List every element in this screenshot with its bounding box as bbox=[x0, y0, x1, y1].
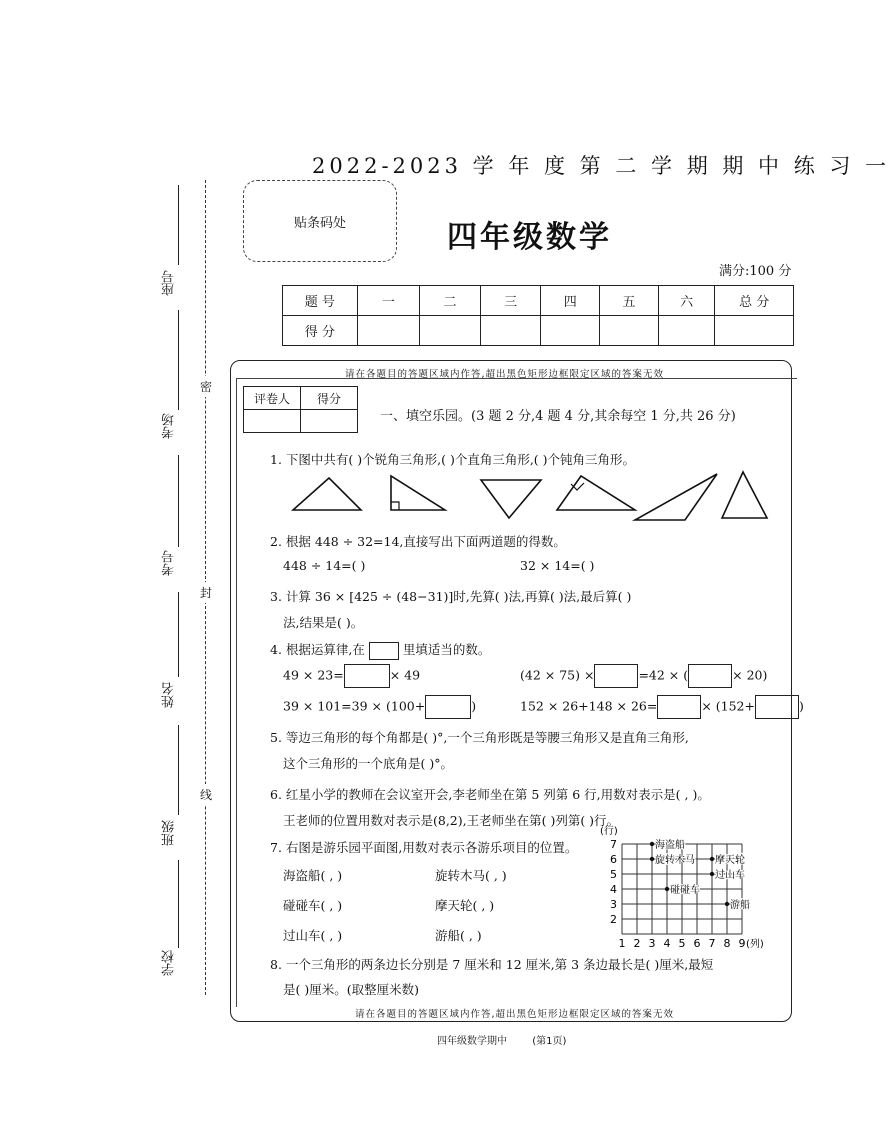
score-cell[interactable] bbox=[357, 316, 420, 346]
score-header-cell: 三 bbox=[480, 286, 541, 316]
question-3b: 法,结果是( )。 bbox=[283, 615, 364, 630]
question-7-item: 海盗船( , ) bbox=[283, 868, 343, 883]
score-cell[interactable] bbox=[658, 316, 715, 346]
x-tick-label: 7 bbox=[708, 937, 716, 950]
score-header-cell: 一 bbox=[357, 286, 420, 316]
expr-text: 49 × 23= bbox=[283, 667, 344, 683]
x-tick-label: 9 bbox=[738, 937, 746, 950]
y-tick-label: 7 bbox=[610, 838, 617, 851]
question-7-item: 摩天轮( , ) bbox=[435, 898, 495, 913]
grader-cell[interactable] bbox=[244, 410, 301, 433]
y-tick-label: 5 bbox=[610, 868, 617, 881]
name-label: 姓名 bbox=[162, 682, 177, 708]
exam-number-line[interactable] bbox=[178, 455, 179, 547]
x-tick-label: 4 bbox=[663, 937, 671, 950]
question-4-pre: 4. 根据运算律,在 bbox=[270, 642, 365, 657]
score-row-label: 得 分 bbox=[283, 316, 358, 346]
seat-number-line[interactable] bbox=[178, 185, 179, 265]
school-label: 学校 bbox=[162, 950, 177, 976]
barcode-area bbox=[243, 180, 397, 262]
map-point-label: 游船 bbox=[730, 900, 750, 911]
triangle-3 bbox=[481, 480, 541, 518]
y-tick-label: 4 bbox=[610, 883, 617, 896]
question-7-item: 碰碰车( , ) bbox=[283, 898, 343, 913]
question-4 bbox=[270, 640, 490, 660]
expr-text: 39 × 101=39 × (100+ bbox=[283, 698, 426, 714]
question-4-row2a bbox=[283, 695, 476, 719]
question-4-row2b bbox=[520, 695, 804, 719]
triangle-5 bbox=[635, 474, 717, 520]
score-cell[interactable] bbox=[420, 316, 481, 346]
score-header-cell: 总 分 bbox=[715, 286, 794, 316]
question-7: 7. 右图是游乐园平面图,用数对表示各游乐项目的位置。 bbox=[270, 840, 578, 855]
year-title: 2022-2023 学 年 度 第 二 学 期 期 中 练 习 一 bbox=[312, 154, 890, 178]
y-axis-label: (行) bbox=[600, 826, 618, 837]
map-point bbox=[650, 857, 654, 861]
expr-text: ) bbox=[798, 698, 804, 714]
x-tick-label: 1 bbox=[618, 937, 626, 950]
score-header-cell: 四 bbox=[541, 286, 600, 316]
x-tick-label: 3 bbox=[648, 937, 656, 950]
answer-box[interactable] bbox=[594, 664, 638, 688]
grader-score-cell[interactable] bbox=[301, 410, 358, 433]
question-4-row1b bbox=[520, 664, 767, 688]
answer-box[interactable] bbox=[657, 695, 701, 719]
exam-number-label: 考号 bbox=[162, 550, 177, 576]
class-label: 班级 bbox=[162, 820, 177, 846]
map-point-label: 过山车 bbox=[715, 870, 745, 881]
triangle-figures bbox=[285, 470, 775, 525]
map-point bbox=[650, 842, 654, 846]
score-row bbox=[283, 316, 794, 346]
map-point bbox=[725, 902, 729, 906]
footer-subject: 四年级数学期中 bbox=[437, 1036, 507, 1047]
section-title: 一、填空乐园。(3 题 2 分,4 题 4 分,其余每空 1 分,共 26 分) bbox=[380, 409, 736, 424]
map-point-label: 海盗船 bbox=[655, 840, 685, 851]
page-title: 四年级数学 bbox=[447, 220, 612, 255]
x-tick-label: 2 bbox=[633, 937, 641, 950]
right-angle-mark-4 bbox=[571, 483, 584, 490]
x-tick-label: 5 bbox=[678, 937, 686, 950]
expr-text: × 49 bbox=[389, 667, 421, 683]
map-point-label: 碰碰车 bbox=[670, 885, 700, 896]
footer-page: (第1页) bbox=[532, 1036, 567, 1047]
answer-box[interactable] bbox=[688, 664, 732, 688]
y-tick-label: 3 bbox=[610, 898, 617, 911]
score-header-cell: 二 bbox=[420, 286, 481, 316]
grader-table bbox=[243, 386, 358, 433]
question-2b: 32 × 14=( ) bbox=[520, 558, 595, 573]
question-8a: 8. 一个三角形的两条边长分别是 7 厘米和 12 厘米,第 3 条边最长是( )厘米,最短 bbox=[270, 957, 714, 972]
question-3a: 3. 计算 36 × [425 ÷ (48−31)]时,先算( )法,再算( )法,最后算( ) bbox=[270, 589, 632, 604]
school-line[interactable] bbox=[178, 860, 179, 948]
question-2: 2. 根据 448 ÷ 32=14,直接写出下面两道题的得数。 bbox=[270, 534, 566, 549]
park-map-chart bbox=[598, 822, 788, 958]
y-tick-label: 2 bbox=[610, 913, 617, 926]
expr-text: × 20) bbox=[732, 667, 768, 683]
score-table bbox=[282, 285, 794, 346]
expr-text: × (152+ bbox=[701, 698, 755, 714]
question-8b: 是( )厘米。(取整厘米数) bbox=[283, 982, 419, 997]
question-7-item: 过山车( , ) bbox=[283, 928, 343, 943]
question-6b: 王老师的位置用数对表示是(8,2),王老师坐在第( )列第( )行。 bbox=[283, 813, 620, 828]
question-7-item: 旋转木马( , ) bbox=[435, 868, 507, 883]
expr-text: ) bbox=[471, 698, 477, 714]
map-point-label: 旋转木马 bbox=[655, 855, 695, 866]
grader-label: 评卷人 bbox=[244, 387, 301, 410]
expr-text: =42 × ( bbox=[638, 667, 689, 683]
triangle-6 bbox=[722, 472, 767, 518]
x-axis-label: (列) bbox=[746, 939, 764, 950]
right-angle-mark-2 bbox=[391, 502, 399, 510]
score-cell[interactable] bbox=[480, 316, 541, 346]
expr-text: (42 × 75) × bbox=[520, 667, 595, 683]
score-header-row bbox=[283, 286, 794, 316]
question-6a: 6. 红星小学的教师在会议室开会,李老师坐在第 5 列第 6 行,用数对表示是( , )。 bbox=[270, 787, 710, 802]
question-5a: 5. 等边三角形的每个角都是( )°,一个三角形既是等腰三角形又是直角三角形, bbox=[270, 730, 689, 745]
notice-bottom: 请在各题目的答题区域内作答,超出黑色矩形边框限定区域的答案无效 bbox=[355, 1009, 675, 1020]
question-4-row1a bbox=[283, 664, 420, 688]
grader-score-label: 得分 bbox=[301, 387, 358, 410]
score-header-cell: 六 bbox=[658, 286, 715, 316]
map-point bbox=[710, 872, 714, 876]
map-point bbox=[665, 887, 669, 891]
score-header-cell: 五 bbox=[600, 286, 659, 316]
answer-box[interactable] bbox=[755, 695, 799, 719]
notice-top: 请在各题目的答题区域内作答,超出黑色矩形边框限定区域的答案无效 bbox=[345, 369, 665, 380]
seal-char-xian: 线 bbox=[200, 784, 212, 805]
sample-box bbox=[369, 642, 399, 660]
question-1: 1. 下图中共有( )个锐角三角形,( )个直角三角形,( )个钝角三角形。 bbox=[270, 452, 636, 467]
triangle-4 bbox=[557, 476, 635, 510]
x-tick-label: 8 bbox=[723, 937, 731, 950]
seal-char-feng: 封 bbox=[200, 582, 212, 603]
seat-number-label: 座号 bbox=[162, 270, 177, 296]
question-5b: 这个三角形的一个底角是( )°。 bbox=[283, 756, 453, 771]
score-cell[interactable] bbox=[600, 316, 659, 346]
question-2a: 448 ÷ 14=( ) bbox=[283, 558, 366, 573]
map-point-label: 摩天轮 bbox=[715, 855, 745, 866]
expr-text: 152 × 26+148 × 26= bbox=[520, 698, 658, 714]
score-cell[interactable] bbox=[541, 316, 600, 346]
score-cell[interactable] bbox=[715, 316, 794, 346]
score-header-cell: 题 号 bbox=[283, 286, 358, 316]
class-line[interactable] bbox=[178, 725, 179, 815]
footer bbox=[437, 1032, 588, 1047]
name-line[interactable] bbox=[178, 592, 179, 677]
barcode-label: 贴条码处 bbox=[293, 215, 346, 231]
answer-box[interactable] bbox=[425, 695, 471, 719]
triangle-1 bbox=[293, 478, 361, 510]
exam-room-line[interactable] bbox=[178, 310, 179, 410]
full-score: 满分:100 分 bbox=[719, 264, 792, 279]
question-4-post: 里填适当的数。 bbox=[402, 642, 491, 657]
seal-char-mi: 密 bbox=[200, 376, 212, 397]
x-tick-label: 6 bbox=[693, 937, 701, 950]
question-7-item: 游船( , ) bbox=[435, 928, 482, 943]
map-point bbox=[710, 857, 714, 861]
exam-room-label: 考场 bbox=[162, 413, 177, 439]
y-tick-label: 6 bbox=[610, 853, 617, 866]
answer-box[interactable] bbox=[344, 664, 390, 688]
